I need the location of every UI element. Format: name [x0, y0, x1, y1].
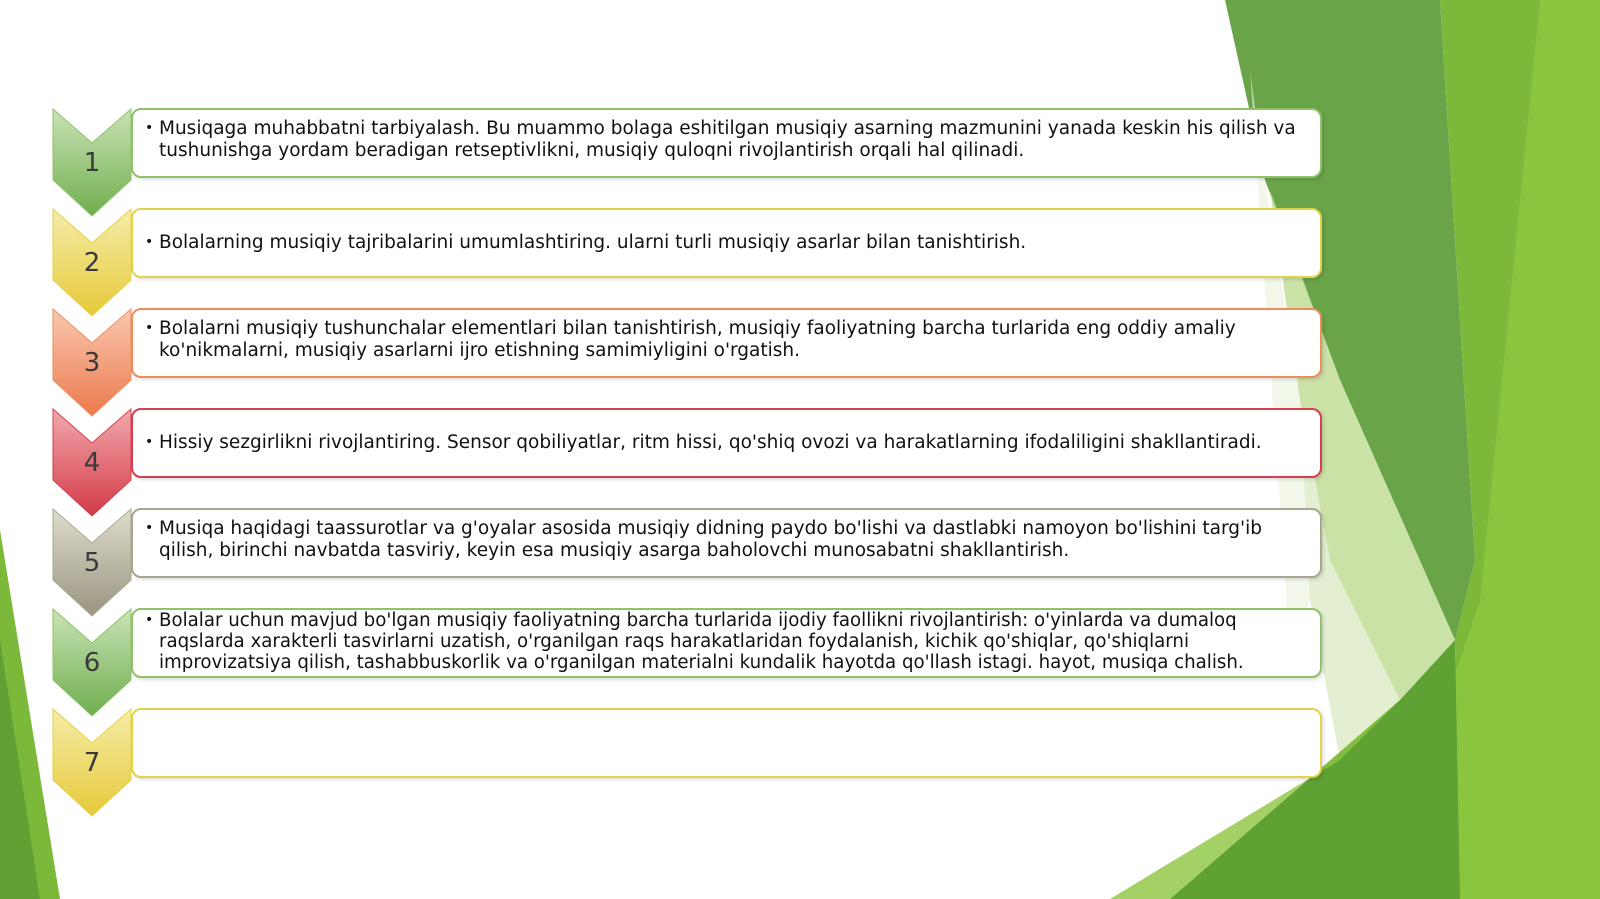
- process-step-7: [52, 708, 1272, 818]
- bullet: •: [145, 612, 154, 628]
- process-step-3: [52, 308, 1272, 418]
- bullet: •: [145, 320, 154, 336]
- step-description: Bolalar uchun mavjud bo'lgan musiqiy faoliyatning barcha turlarida ijodiy faollikni rivojlantirish: o'yinlarda va dumaloq raqslarda xarakterli tasvirlarni uzatish, o'rganilgan raqs harakatlaridan foydalanish, kichik qo'shiqlar, qo'shiqlarni improvizatsiya qilish, tashabbuskorlik va o'rganilgan materialni kundalik hayotda qo'llash istagi. hayot, musiqa chalish.: [159, 610, 1244, 673]
- bullet: •: [145, 434, 154, 450]
- step-description: Hissiy sezgirlikni rivojlantiring. Sensor qobiliyatlar, ritm hissi, qo'shiq ovozi va harakatlarning ifodaliligini shakllantiradi.: [159, 432, 1262, 453]
- step-number: 7: [83, 748, 101, 778]
- step-number: 5: [83, 548, 101, 578]
- bullet: •: [145, 120, 154, 136]
- process-step-1: [52, 108, 1296, 218]
- step-text-box: [131, 608, 1322, 678]
- step-text-box: [131, 708, 1322, 778]
- step-description: Bolalarning musiqiy tajribalarini umumlashtiring. ularni turli musiqiy asarlar bilan tanishtirish.: [159, 232, 1027, 253]
- step-text-box: [131, 508, 1322, 578]
- step-number: 1: [83, 148, 101, 178]
- step-number: 6: [83, 648, 101, 678]
- step-description: Bolalarni musiqiy tushunchalar elementlari bilan tanishtirish, musiqiy faoliyatning barcha turlarida eng oddiy amaliy ko'nikmalarni, musiqiy asarlarni ijro etishning samimiyligini o'rgatish.: [159, 318, 1236, 361]
- step-text-box: [131, 108, 1322, 178]
- bullet: •: [145, 520, 154, 536]
- bullet: •: [145, 234, 154, 250]
- step-text-box: [131, 308, 1322, 378]
- step-number: 3: [83, 348, 101, 378]
- step-description: Musiqa haqidagi taassurotlar va g'oyalar asosida musiqiy didning paydo bo'lishi va dastlabki namoyon bo'lishini targ'ib qilish, birinchi navbatda tasviriy, keyin esa musiqiy asarga baholovchi munosabatni shakllantirish.: [159, 518, 1262, 561]
- process-step-5: [52, 508, 1272, 618]
- step-number: 2: [83, 248, 101, 278]
- step-text-box: [131, 208, 1322, 278]
- process-step-2: [52, 208, 1272, 318]
- process-step-4: [52, 408, 1272, 518]
- process-step-6: [52, 608, 1272, 718]
- step-number: 4: [83, 448, 101, 478]
- step-description: Musiqaga muhabbatni tarbiyalash. Bu muammo bolaga eshitilgan musiqiy asarning mazmunini yanada keskin his qilish va tushunishga yordam beradigan retseptivlikni, musiqiy quloqni rivojlantirish orqali hal qilinadi.: [159, 118, 1296, 161]
- step-text-box: [131, 408, 1322, 478]
